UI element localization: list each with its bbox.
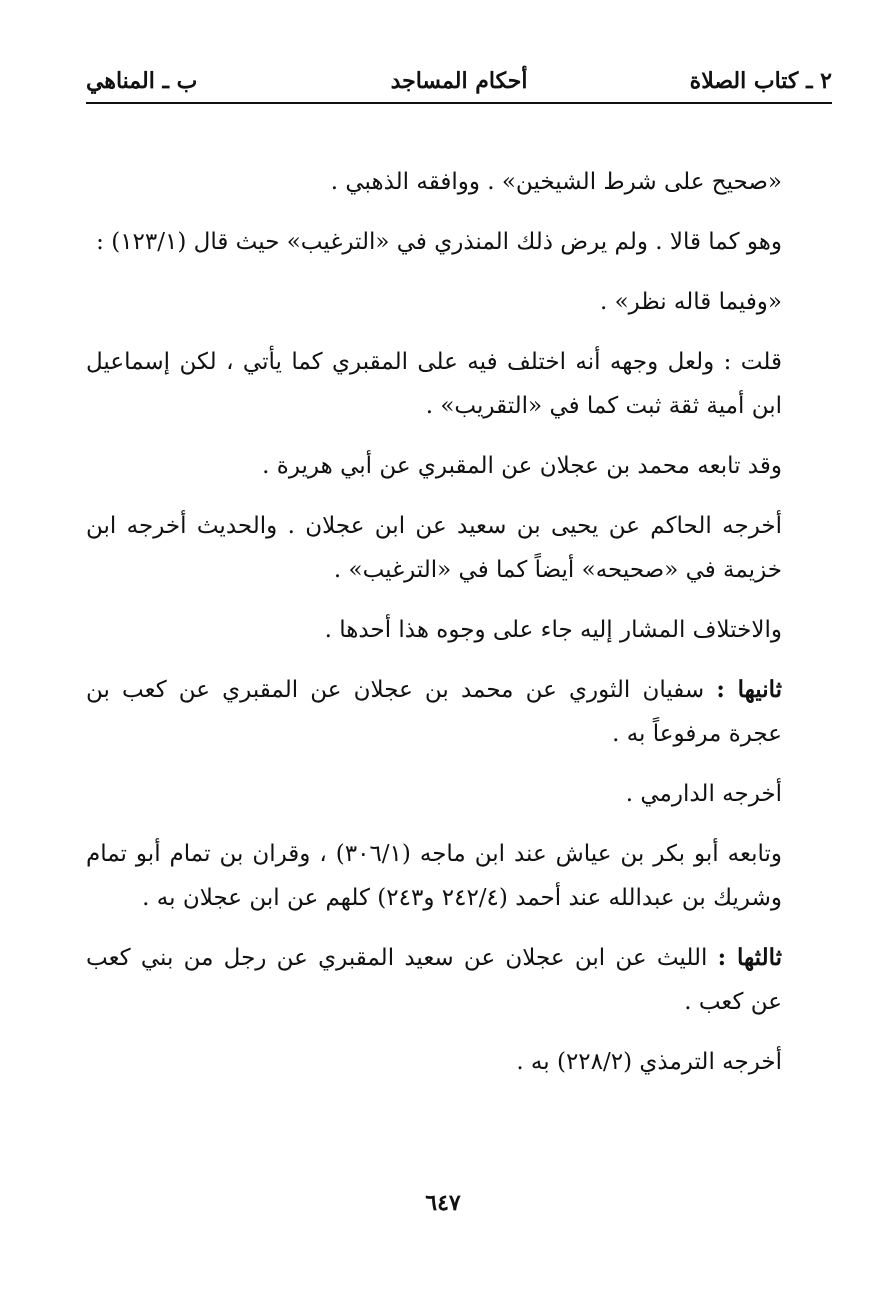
paragraph-text: «وفيما قاله نظر» . — [599, 289, 782, 315]
paragraph-text: قلت : ولعل وجهه أنه اختلف فيه على المقبري كما يأتي ، لكن إسماعيل ابن أمية ثقة ثبت كما في «التقريب» . — [86, 349, 782, 419]
paragraph-3 — [86, 280, 832, 324]
paragraph-text: أخرجه الترمذي (٢٢٨/٢) به . — [516, 1049, 782, 1075]
paragraph-lead: ثالثها : — [717, 944, 782, 971]
header-chapter: ٢ ـ كتاب الصلاة — [689, 68, 832, 94]
paragraph-2 — [86, 220, 832, 264]
paragraph-text: «صحيح على شرط الشيخين» . ووافقه الذهبي . — [330, 169, 782, 195]
paragraph-text: أخرجه الدارمي . — [625, 781, 782, 807]
paragraph-7 — [86, 608, 832, 652]
header-subsection: ب ـ المناهي — [86, 68, 198, 94]
paragraph-6 — [86, 504, 832, 592]
paragraph-12 — [86, 1040, 832, 1084]
paragraph-11 — [86, 936, 832, 1024]
paragraph-9 — [86, 772, 832, 816]
paragraph-4 — [86, 340, 832, 428]
page-number: ٦٤٧ — [425, 1190, 461, 1216]
paragraph-1 — [86, 160, 832, 204]
paragraph-text: وهو كما قالا . ولم يرض ذلك المنذري في «الترغيب» حيث قال (١٢٣/١) : — [96, 229, 782, 255]
running-header — [86, 62, 832, 104]
paragraph-text: أخرجه الحاكم عن يحيى بن سعيد عن ابن عجلان . والحديث أخرجه ابن خزيمة في «صحيحه» أيضاً كما في «الترغيب» . — [86, 513, 782, 583]
paragraph-text: وتابعه أبو بكر بن عياش عند ابن ماجه (٣٠٦/١) ، وقران بن تمام أبو تمام وشريك بن عبدالله عند أحمد (٢٤٢/٤ و٢٤٣) كلهم عن ابن عجلان به . — [86, 841, 783, 911]
paragraph-text: الليث عن ابن عجلان عن سعيد المقبري عن رجل من بني كعب عن كعب . — [86, 945, 782, 1015]
paragraph-text: والاختلاف المشار إليه جاء على وجوه هذا أحدها . — [324, 617, 782, 643]
paragraph-text: وقد تابعه محمد بن عجلان عن المقبري عن أبي هريرة . — [262, 453, 782, 479]
paragraph-text: سفيان الثوري عن محمد بن عجلان عن المقبري عن كعب بن عجرة مرفوعاً به . — [86, 677, 782, 747]
paragraph-lead: ثانيها : — [716, 676, 783, 703]
page-body — [86, 160, 832, 1100]
header-section-title: أحكام المساجد — [390, 68, 528, 94]
paragraph-5 — [86, 444, 832, 488]
paragraph-8 — [86, 668, 832, 756]
paragraph-10 — [86, 832, 832, 920]
